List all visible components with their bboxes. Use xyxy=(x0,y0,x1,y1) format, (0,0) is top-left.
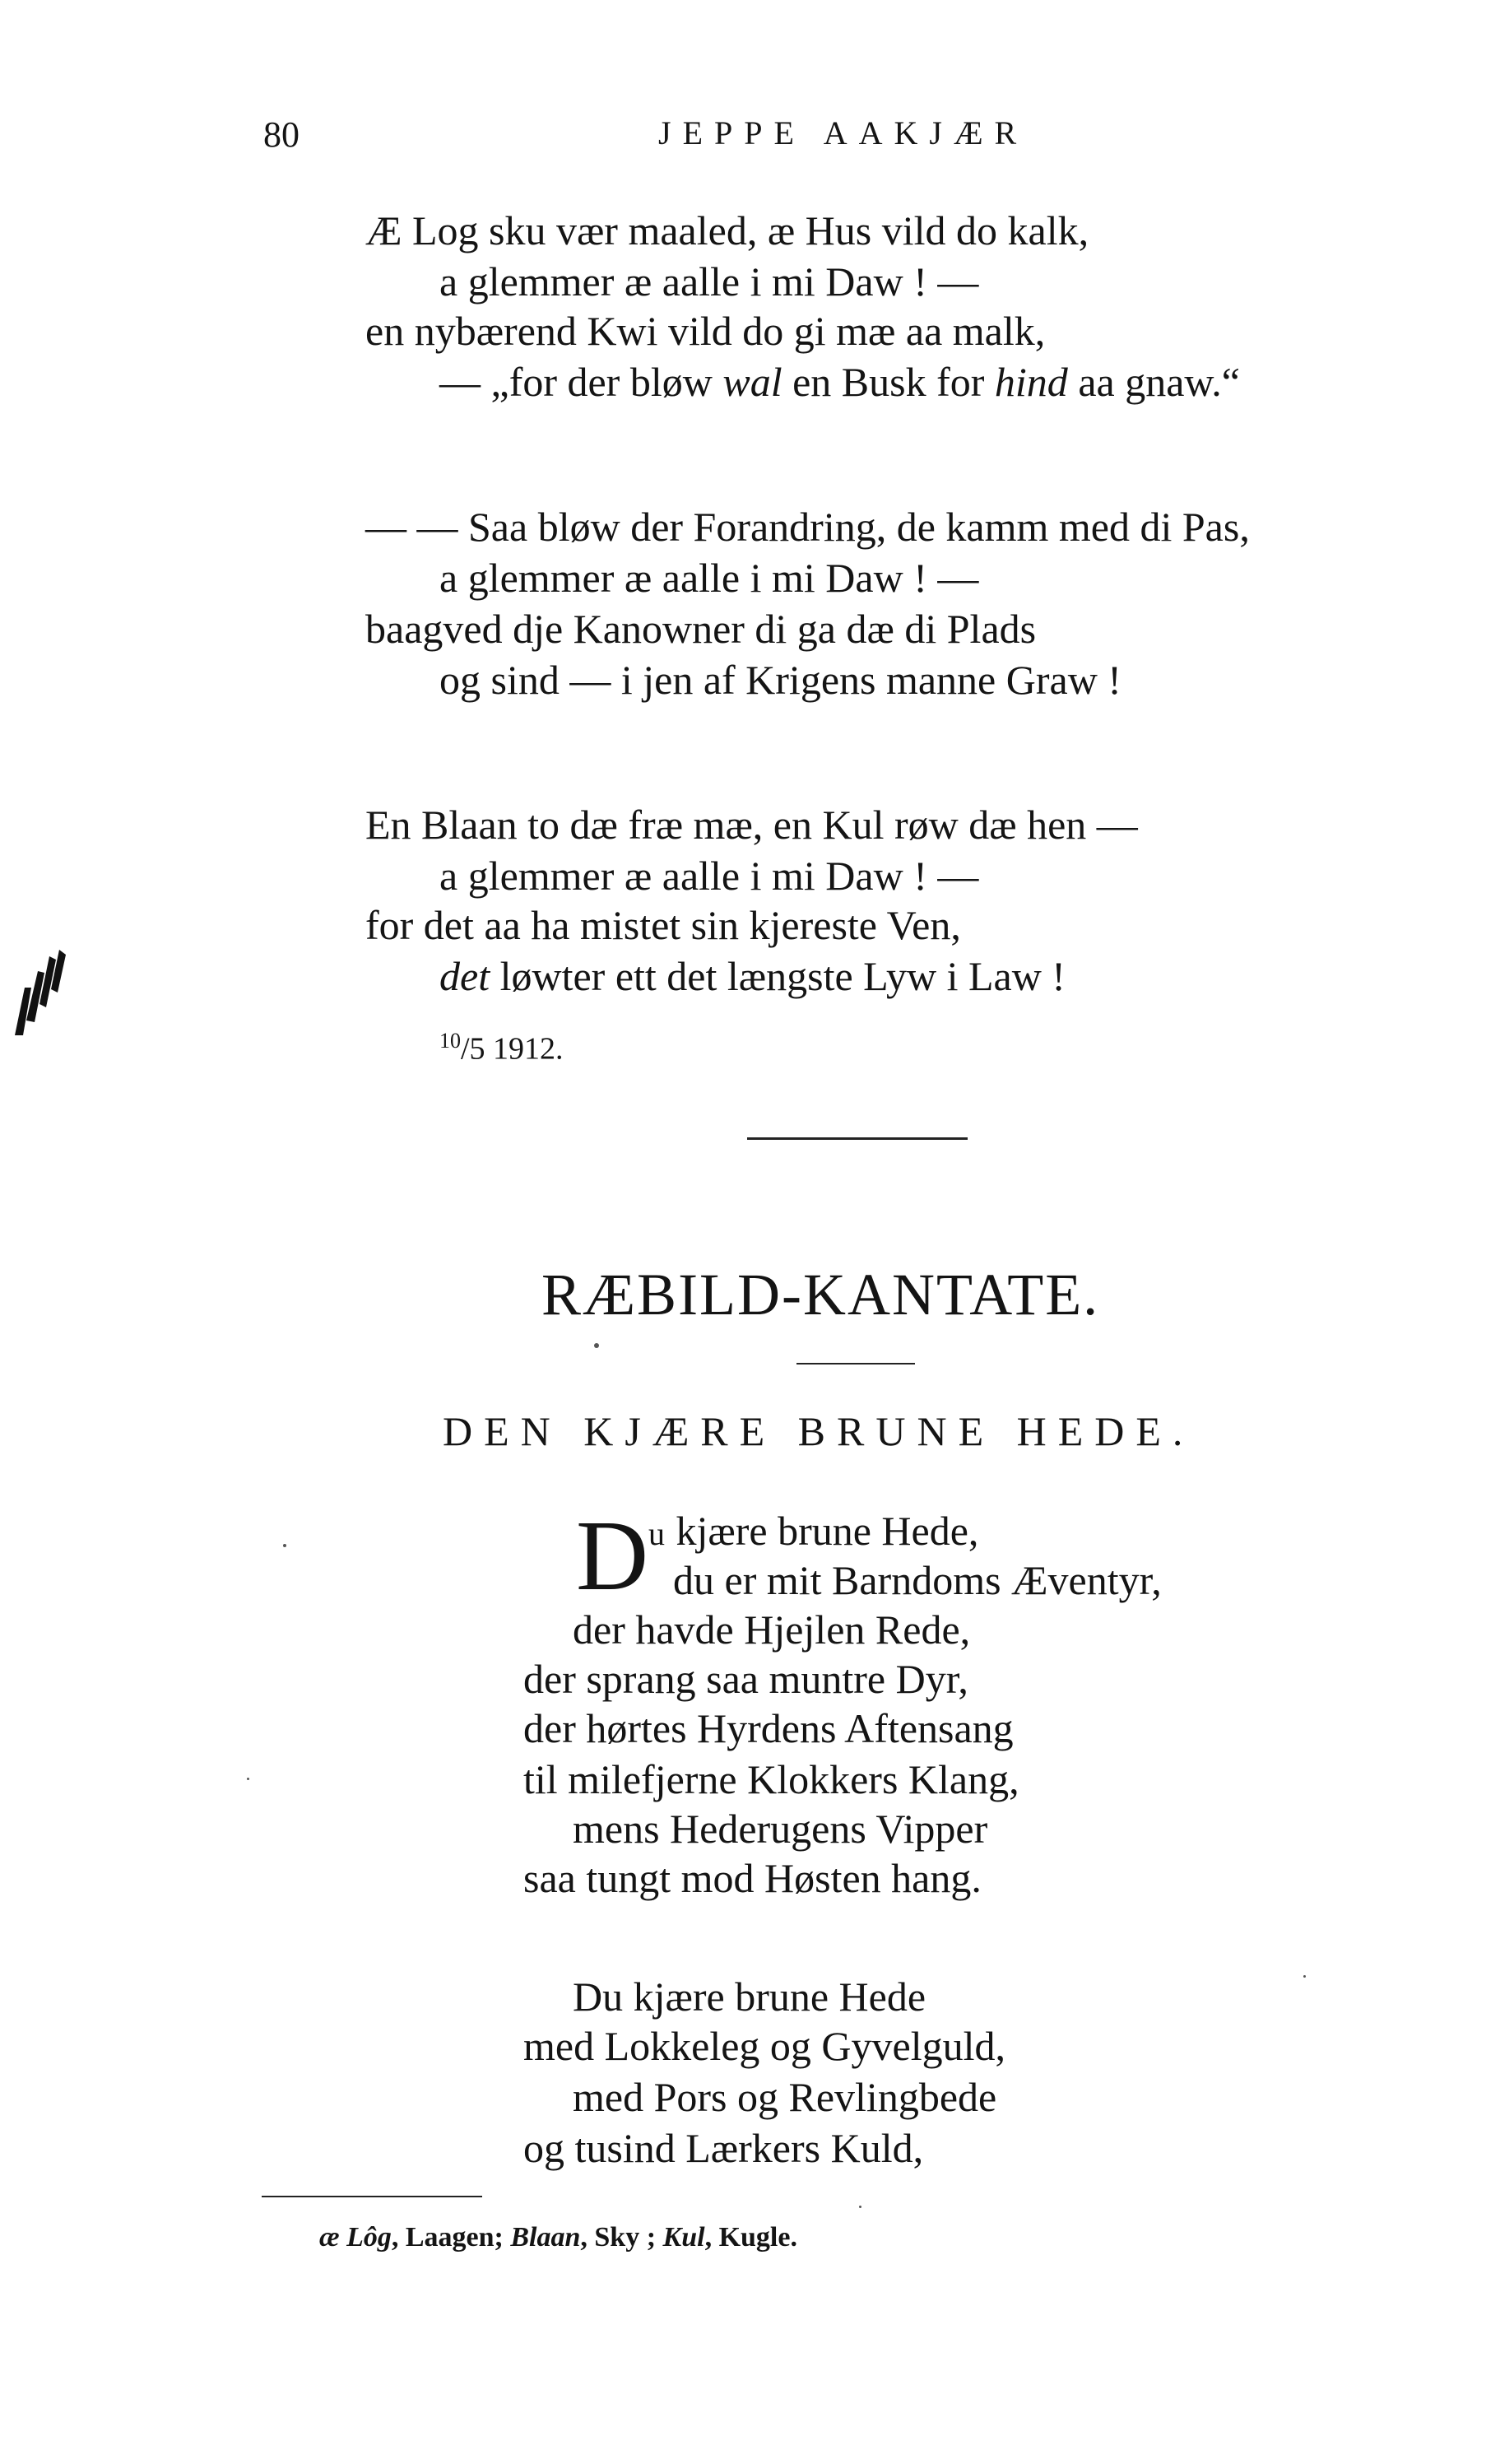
verse-line: der hørtes Hyrdens Aftensang xyxy=(523,1705,1014,1751)
verse-line: en nybærend Kwi vild do gi mæ aa malk, xyxy=(365,308,1046,354)
verse-line: og tusind Lærkers Kuld, xyxy=(523,2125,924,2171)
poem-title: RÆBILD-KANTATE. xyxy=(541,1262,1100,1327)
verse-line: til milefjerne Klokkers Klang, xyxy=(523,1756,1019,1802)
verse-text-italic: wal xyxy=(722,359,782,405)
margin-ink-mark xyxy=(7,938,72,1045)
verse-line: Du kjære brune Hede xyxy=(573,1974,926,2020)
verse-text: — „for der bløw xyxy=(439,359,723,405)
verse-line xyxy=(439,951,1066,1001)
paper-speck xyxy=(1303,1975,1306,1978)
verse-text: løwter ett det længste Lyw i Law ! xyxy=(490,953,1066,999)
section-divider xyxy=(747,1137,968,1140)
paper-speck xyxy=(247,1778,249,1780)
small-caps-text: u xyxy=(648,1515,666,1552)
date-line xyxy=(439,1029,564,1067)
verse-line: med Pors og Revlingbede xyxy=(573,2074,997,2120)
verse-line: der sprang saa muntre Dyr, xyxy=(523,1656,968,1702)
verse-text-italic: hind xyxy=(994,359,1068,405)
verse-line: — — Saa bløw der Forandring, de kamm med di Pas, xyxy=(365,504,1250,550)
verse-line xyxy=(439,357,1240,407)
verse-line: saa tungt mod Høsten hang. xyxy=(523,1855,982,1901)
verse-text-italic: det xyxy=(439,953,490,999)
footnote-text-italic: Lôg xyxy=(346,2222,392,2252)
verse-text: aa gnaw.“ xyxy=(1067,359,1240,405)
verse-text: en Busk for xyxy=(782,359,995,405)
footnote-rule xyxy=(262,2196,482,2197)
verse-line: du er mit Barndoms Æventyr, xyxy=(673,1557,1162,1603)
verse-line: og sind — i jen af Krigens manne Graw ! xyxy=(439,657,1121,703)
verse-line: a glemmer æ aalle i mi Daw ! — xyxy=(439,853,979,899)
date-day: 10 xyxy=(439,1029,461,1053)
verse-line: En Blaan to dæ fræ mæ, en Kul røw dæ hen — xyxy=(365,802,1138,848)
title-rule xyxy=(796,1363,915,1364)
footnote-text-italic: æ xyxy=(319,2222,347,2252)
footnote-text: , Laagen; xyxy=(391,2222,511,2252)
verse-line: mens Hederugens Vipper xyxy=(573,1806,988,1852)
verse-text: kjære brune Hede, xyxy=(666,1508,979,1554)
footnote-text: , Kugle. xyxy=(704,2222,797,2252)
footnote xyxy=(319,2222,797,2253)
verse-line: for det aa ha mistet sin kjereste Ven, xyxy=(365,902,961,948)
verse-line: med Lokkeleg og Gyvelguld, xyxy=(523,2023,1005,2069)
paper-speck xyxy=(859,2206,861,2208)
running-title: JEPPE AAKJÆR xyxy=(658,114,1029,151)
footnote-text: , Sky ; xyxy=(580,2222,663,2252)
poem-subtitle: DEN KJÆRE BRUNE HEDE. xyxy=(443,1408,1195,1454)
verse-line: a glemmer æ aalle i mi Daw ! — xyxy=(439,258,979,305)
verse-line xyxy=(648,1506,978,1559)
paper-speck xyxy=(594,1343,599,1348)
verse-line: Æ Log sku vær maaled, æ Hus vild do kalk, xyxy=(365,207,1089,253)
verse-line: baagved dje Kanowner di ga dæ di Plads xyxy=(365,606,1037,652)
footnote-text-italic: Kul xyxy=(662,2222,705,2252)
page-number: 80 xyxy=(263,114,300,155)
verse-line: der havde Hjejlen Rede, xyxy=(573,1606,971,1653)
footnote-text-italic: Blaan xyxy=(510,2222,581,2252)
verse-line: a glemmer æ aalle i mi Daw ! — xyxy=(439,555,979,601)
paper-speck xyxy=(283,1544,286,1547)
date-rest: /5 1912. xyxy=(461,1031,564,1067)
drop-cap: D xyxy=(576,1500,649,1611)
